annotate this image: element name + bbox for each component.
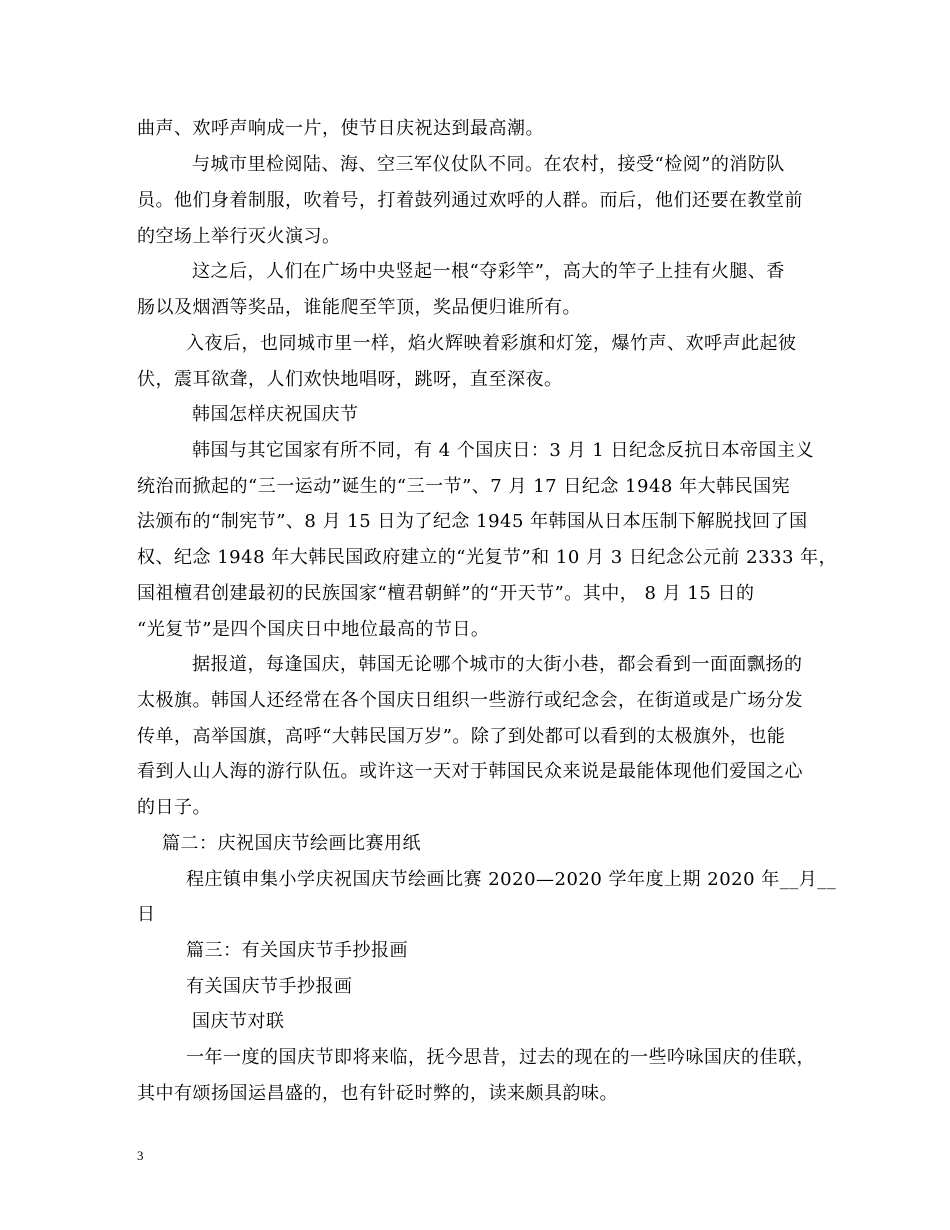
text-line-16: 据报道，每逢国庆，韩国无论哪个城市的大街小巷，都会看到一面面飘扬的 [192, 654, 803, 675]
text-line-12: 法颁布的“制宪节”、8 月 15 日为了纪念 1945 年韩国从日本压制下解脱找回了国 [137, 511, 808, 532]
text-line-3: 员。他们身着制服，吹着号，打着鼓列通过欢呼的人群。而后，他们还要在教堂前 [137, 190, 803, 211]
section-heading-korea: 韩国怎样庆祝国庆节 [192, 404, 359, 425]
text-line-27: 一年一度的国庆节即将来临，抚今思昔，过去的现在的一些吟咏国庆的佳联， [186, 1047, 815, 1068]
text-line-17: 太极旗。韩国人还经常在各个国庆日组织一些游行或纪念会，在街道或是广场分发 [137, 690, 803, 711]
text-line-20: 的日子。 [137, 797, 211, 818]
section-heading-part3: 篇三：有关国庆节手抄报画 [186, 940, 408, 961]
text-line-19: 看到人山人海的游行队伍。或许这一天对于韩国民众来说是最能体现他们爱国之心 [137, 761, 803, 782]
text-line-25: 有关国庆节手抄报画 [186, 976, 353, 997]
text-line-6: 肠以及烟酒等奖品，谁能爬至竿顶，奖品便归谁所有。 [137, 297, 581, 318]
text-line-7: 入夜后，也同城市里一样，焰火辉映着彩旗和灯笼，爆竹声、欢呼声此起彼 [186, 333, 797, 354]
text-line-18: 传单，高举国旗，高呼“大韩民国万岁”。除了到处都可以看到的太极旗外，也能 [137, 726, 786, 747]
section-heading-part2: 篇二：庆祝国庆节绘画比赛用纸 [162, 833, 421, 854]
text-line-11: 统治而掀起的“三一运动”诞生的“三一节”、7 月 17 日纪念 1948 年大韩民国宪 [137, 476, 791, 497]
text-line-23: 日 [137, 904, 156, 925]
text-line-15: “光复节”是四个国庆日中地位最高的节日。 [137, 619, 490, 640]
text-line-1: 曲声、欢呼声响成一片，使节日庆祝达到最高潮。 [137, 118, 544, 139]
text-line-14: 国祖檀君创建最初的民族国家“檀君朝鲜”的“开天节”。其中， 8 月 15 日的 [137, 583, 755, 604]
text-line-2: 与城市里检阅陆、海、空三军仪仗队不同。在农村，接受“检阅”的消防队 [192, 154, 785, 175]
text-line-8: 伏，震耳欲聋，人们欢快地唱呀，跳呀，直至深夜。 [137, 369, 563, 390]
text-line-4: 的空场上举行灭火演习。 [137, 226, 341, 247]
text-line-28: 其中有颂扬国运昌盛的，也有针砭时弊的，读来颇具韵味。 [137, 1083, 618, 1104]
text-line-13: 权、纪念 1948 年大韩民国政府建立的“光复节”和 10 月 3 日纪念公元前 2333 年， [137, 547, 838, 568]
page-number: 3 [137, 1148, 144, 1163]
section-heading-couplets: 国庆节对联 [192, 1011, 285, 1032]
text-line-5: 这之后，人们在广场中央竖起一根“夺彩竿”，高大的竿子上挂有火腿、香 [192, 261, 785, 282]
text-line-10: 韩国与其它国家有所不同，有 4 个国庆日：3 月 1 日纪念反抗日本帝国主义 [192, 440, 814, 461]
text-line-22: 程庄镇申集小学庆祝国庆节绘画比赛 2020—2020 学年度上期 2020 年__月__ [186, 869, 837, 890]
